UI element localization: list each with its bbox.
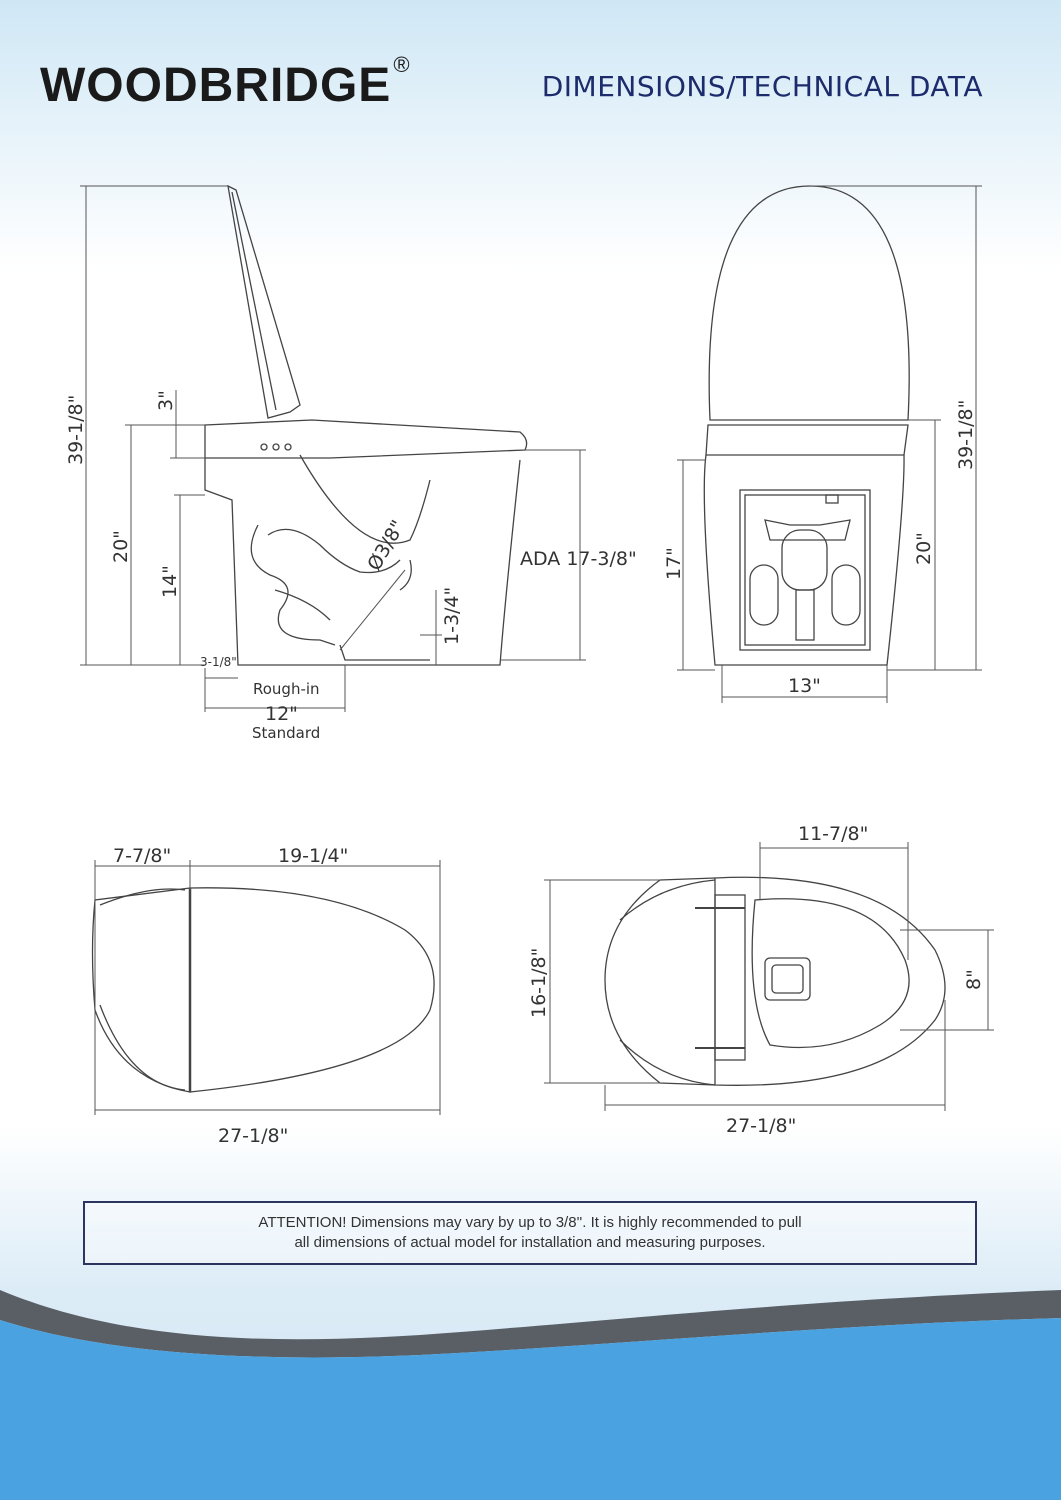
front-bowl-height-label: 17": [663, 547, 685, 580]
bowl-width-label: 16-1/8": [528, 947, 550, 1018]
brand-name: WOODBRIDGE: [40, 59, 392, 112]
side-outlet-height-label: 14": [159, 565, 181, 598]
lid-rear-length-label: 7-7/8": [113, 845, 172, 867]
side-overall-height-label: 39-1/8": [65, 394, 87, 465]
notice-line-1: ATTENTION! Dimensions may vary by up to 3/8''. It is highly recommended to pull: [258, 1214, 802, 1231]
front-width-label: 13": [788, 675, 821, 697]
rough-in-label: Rough-in: [253, 680, 320, 698]
front-overall-height-label: 39-1/8": [955, 399, 977, 470]
side-tank-offset-label: 3": [155, 390, 177, 411]
attention-notice: [83, 1201, 977, 1265]
lid-length-label: 19-1/4": [278, 845, 349, 867]
page-title: DIMENSIONS/TECHNICAL DATA: [541, 70, 983, 103]
bowl-inner-width-label: 8": [963, 969, 985, 990]
side-outlet-offset-label: 1-3/4": [441, 586, 463, 645]
top-view-bowl-drawing: [605, 877, 945, 1085]
notice-line-2: all dimensions of actual model for installation and measuring purposes.: [294, 1234, 766, 1251]
registered-mark: ®: [393, 52, 411, 77]
bowl-total-length-label: 27-1/8": [726, 1115, 797, 1137]
bowl-length-label: 11-7/8": [798, 823, 869, 845]
front-view-drawing: [704, 186, 909, 665]
rough-in-value: 12": [265, 703, 298, 725]
top-view-lid-drawing: [93, 888, 435, 1092]
side-ada-height-label: ADA 17-3/8": [520, 548, 637, 570]
side-rear-offset-label: 3-1/8": [200, 655, 237, 669]
front-seat-height-label: 20": [913, 532, 935, 565]
side-seat-height-label: 20": [110, 530, 132, 563]
rough-in-note: Standard: [252, 724, 321, 742]
lid-total-length-label: 27-1/8": [218, 1125, 289, 1147]
side-trapway-label: Ø3/8": [363, 516, 410, 575]
side-view-drawing: [205, 186, 527, 665]
